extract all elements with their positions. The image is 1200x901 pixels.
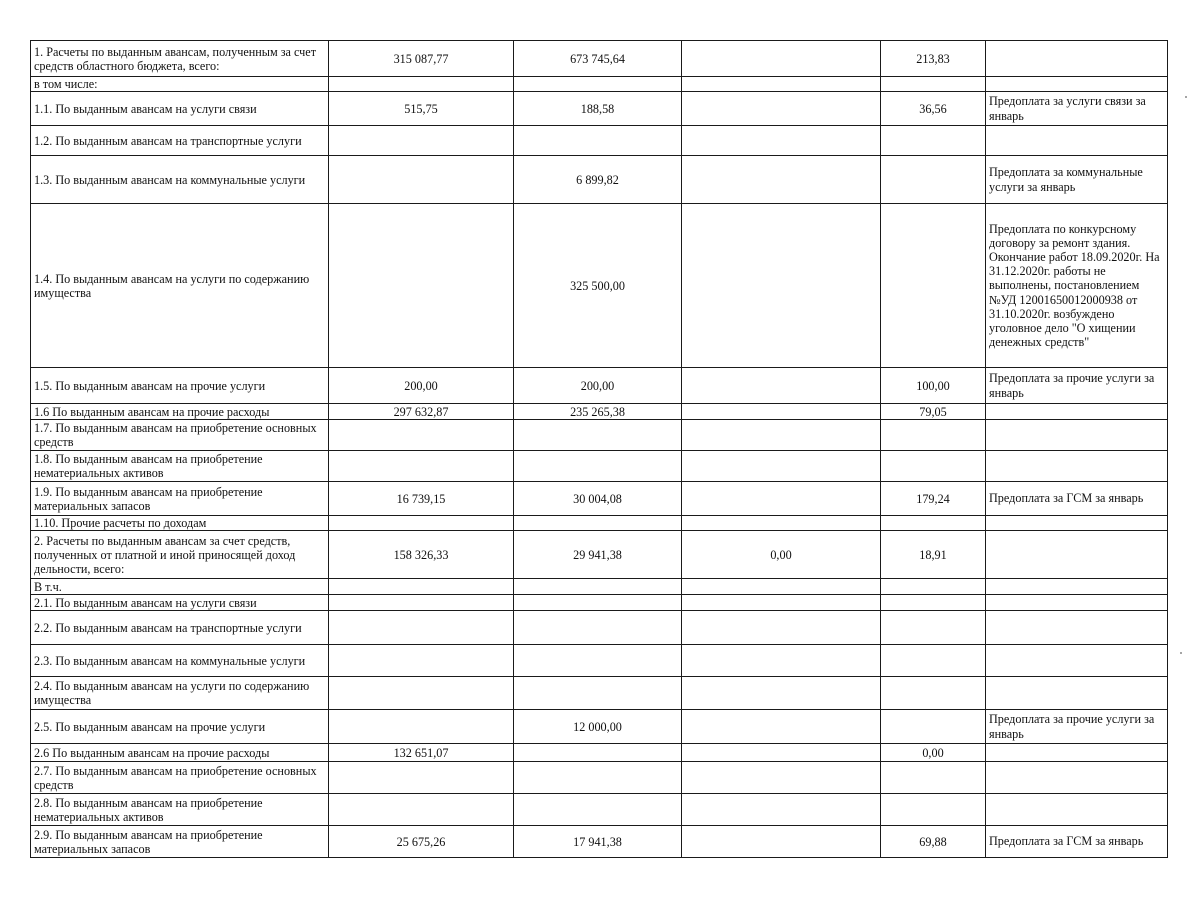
cell-value <box>329 645 514 677</box>
row-label: 1.1. По выданным авансам на услуги связи <box>31 92 329 126</box>
cell-value <box>329 204 514 368</box>
cell-value: 213,83 <box>881 41 986 77</box>
cell-value: 69,88 <box>881 826 986 858</box>
cell-value <box>682 611 881 645</box>
cell-value <box>329 677 514 710</box>
cell-value <box>881 611 986 645</box>
cell-value: 297 632,87 <box>329 404 514 420</box>
cell-value <box>881 420 986 451</box>
cell-value <box>514 516 682 531</box>
row-note: Предоплата по конкурсному договору за ремонт здания. Окончание работ 18.09.2020г. На 31.12.2020г. работы не выполнены, постановлением №УД 12001650012000938 от 31.10.2020г. возбуждено уголовное дело "О хищении денежных средств" <box>986 204 1168 368</box>
cell-value <box>514 595 682 611</box>
cell-value: 30 004,08 <box>514 482 682 516</box>
row-label: в том числе: <box>31 77 329 92</box>
table-row <box>31 762 1168 794</box>
cell-value <box>881 595 986 611</box>
row-note <box>986 677 1168 710</box>
cell-value <box>682 77 881 92</box>
cell-value <box>514 744 682 762</box>
row-note <box>986 762 1168 794</box>
cell-value <box>514 579 682 595</box>
cell-value <box>514 611 682 645</box>
table-row <box>31 77 1168 92</box>
cell-value: 673 745,64 <box>514 41 682 77</box>
row-note <box>986 531 1168 579</box>
table-row <box>31 645 1168 677</box>
row-note <box>986 579 1168 595</box>
cell-value: 188,58 <box>514 92 682 126</box>
cell-value <box>682 368 881 404</box>
cell-value <box>329 451 514 482</box>
row-note <box>986 645 1168 677</box>
cell-value: 0,00 <box>682 531 881 579</box>
cell-value: 179,24 <box>881 482 986 516</box>
table-row <box>31 516 1168 531</box>
table-row <box>31 41 1168 77</box>
cell-value <box>881 677 986 710</box>
row-label: 1.8. По выданным авансам на приобретение нематериальных активов <box>31 451 329 482</box>
row-label: 1.7. По выданным авансам на приобретение основных средств <box>31 420 329 451</box>
cell-value <box>329 126 514 156</box>
row-note <box>986 420 1168 451</box>
cell-value <box>514 126 682 156</box>
cell-value <box>881 126 986 156</box>
table-row <box>31 677 1168 710</box>
cell-value <box>329 611 514 645</box>
table-body <box>31 41 1168 858</box>
cell-value <box>514 451 682 482</box>
cell-value <box>329 156 514 204</box>
cell-value <box>329 762 514 794</box>
row-label: 2.6 По выданным авансам на прочие расходы <box>31 744 329 762</box>
table-row <box>31 404 1168 420</box>
table-row <box>31 204 1168 368</box>
row-note: Предоплата за ГСМ за январь <box>986 482 1168 516</box>
cell-value <box>682 156 881 204</box>
row-note <box>986 744 1168 762</box>
row-note <box>986 41 1168 77</box>
row-label: 2.2. По выданным авансам на транспортные услуги <box>31 611 329 645</box>
cell-value: 158 326,33 <box>329 531 514 579</box>
cell-value <box>329 595 514 611</box>
row-note <box>986 516 1168 531</box>
cell-value: 325 500,00 <box>514 204 682 368</box>
cell-value <box>881 794 986 826</box>
table-row <box>31 92 1168 126</box>
cell-value <box>329 710 514 744</box>
row-label: 1.9. По выданным авансам на приобретение материальных запасов <box>31 482 329 516</box>
table-row <box>31 611 1168 645</box>
cell-value <box>682 41 881 77</box>
row-note: Предоплата за коммунальные услуги за январь <box>986 156 1168 204</box>
cell-value: 200,00 <box>329 368 514 404</box>
cell-value <box>682 645 881 677</box>
cell-value <box>514 420 682 451</box>
table-row <box>31 451 1168 482</box>
row-note <box>986 794 1168 826</box>
table-row <box>31 156 1168 204</box>
table-row <box>31 744 1168 762</box>
table-row <box>31 579 1168 595</box>
receivables-table <box>30 40 1168 858</box>
table-row <box>31 531 1168 579</box>
cell-value <box>682 826 881 858</box>
row-label: 2.8. По выданным авансам на приобретение нематериальных активов <box>31 794 329 826</box>
cell-value <box>514 77 682 92</box>
row-note <box>986 451 1168 482</box>
scan-speck <box>1180 652 1182 654</box>
cell-value <box>682 516 881 531</box>
cell-value <box>329 579 514 595</box>
row-label: 2.7. По выданным авансам на приобретение основных средств <box>31 762 329 794</box>
row-label: 1.5. По выданным авансам на прочие услуги <box>31 368 329 404</box>
cell-value <box>682 404 881 420</box>
cell-value <box>682 744 881 762</box>
cell-value: 79,05 <box>881 404 986 420</box>
cell-value <box>682 595 881 611</box>
cell-value: 515,75 <box>329 92 514 126</box>
table-row <box>31 420 1168 451</box>
cell-value: 16 739,15 <box>329 482 514 516</box>
row-note <box>986 126 1168 156</box>
table-row <box>31 710 1168 744</box>
row-label: 1.10. Прочие расчеты по доходам <box>31 516 329 531</box>
row-note <box>986 77 1168 92</box>
cell-value <box>329 516 514 531</box>
table-row <box>31 826 1168 858</box>
cell-value <box>881 156 986 204</box>
row-note: Предоплата за прочие услуги за январь <box>986 710 1168 744</box>
table-row <box>31 595 1168 611</box>
row-label: 1.6 По выданным авансам на прочие расходы <box>31 404 329 420</box>
cell-value <box>682 126 881 156</box>
row-note <box>986 595 1168 611</box>
table-row <box>31 482 1168 516</box>
row-note <box>986 611 1168 645</box>
cell-value <box>881 451 986 482</box>
scan-speck <box>1185 96 1187 98</box>
cell-value: 200,00 <box>514 368 682 404</box>
cell-value <box>881 762 986 794</box>
row-label: 1.4. По выданным авансам на услуги по содержанию имущества <box>31 204 329 368</box>
cell-value <box>881 579 986 595</box>
cell-value <box>682 482 881 516</box>
cell-value: 132 651,07 <box>329 744 514 762</box>
row-note: Предоплата за услуги связи за январь <box>986 92 1168 126</box>
cell-value: 25 675,26 <box>329 826 514 858</box>
cell-value <box>881 710 986 744</box>
cell-value <box>514 794 682 826</box>
cell-value: 235 265,38 <box>514 404 682 420</box>
row-label: 2.4. По выданным авансам на услуги по содержанию имущества <box>31 677 329 710</box>
row-note <box>986 404 1168 420</box>
cell-value <box>682 677 881 710</box>
row-label: 2.5. По выданным авансам на прочие услуги <box>31 710 329 744</box>
row-label: 2. Расчеты по выданным авансам за счет средств, полученных от платной и иной приносящей доход дельности, всего: <box>31 531 329 579</box>
cell-value <box>682 710 881 744</box>
cell-value <box>514 677 682 710</box>
cell-value <box>514 762 682 794</box>
cell-value: 18,91 <box>881 531 986 579</box>
cell-value <box>514 645 682 677</box>
row-label: 1.2. По выданным авансам на транспортные услуги <box>31 126 329 156</box>
cell-value <box>682 794 881 826</box>
row-label: 2.1. По выданным авансам на услуги связи <box>31 595 329 611</box>
cell-value <box>329 794 514 826</box>
cell-value <box>682 204 881 368</box>
cell-value: 29 941,38 <box>514 531 682 579</box>
row-label: 2.9. По выданным авансам на приобретение материальных запасов <box>31 826 329 858</box>
row-label: 1.3. По выданным авансам на коммунальные услуги <box>31 156 329 204</box>
cell-value <box>881 516 986 531</box>
row-note: Предоплата за ГСМ за январь <box>986 826 1168 858</box>
cell-value <box>682 579 881 595</box>
cell-value: 17 941,38 <box>514 826 682 858</box>
row-label: 2.3. По выданным авансам на коммунальные услуги <box>31 645 329 677</box>
table-row <box>31 794 1168 826</box>
cell-value <box>881 77 986 92</box>
row-note: Предоплата за прочие услуги за январь <box>986 368 1168 404</box>
table-row <box>31 126 1168 156</box>
row-label: В т.ч. <box>31 579 329 595</box>
cell-value: 315 087,77 <box>329 41 514 77</box>
cell-value: 0,00 <box>881 744 986 762</box>
cell-value: 100,00 <box>881 368 986 404</box>
row-label: 1. Расчеты по выданным авансам, полученным за счет средств областного бюджета, всего: <box>31 41 329 77</box>
cell-value <box>682 451 881 482</box>
cell-value <box>682 420 881 451</box>
cell-value: 36,56 <box>881 92 986 126</box>
cell-value <box>329 77 514 92</box>
table-row <box>31 368 1168 404</box>
cell-value <box>329 420 514 451</box>
cell-value <box>682 92 881 126</box>
cell-value <box>881 204 986 368</box>
cell-value <box>881 645 986 677</box>
cell-value: 12 000,00 <box>514 710 682 744</box>
cell-value: 6 899,82 <box>514 156 682 204</box>
cell-value <box>682 762 881 794</box>
